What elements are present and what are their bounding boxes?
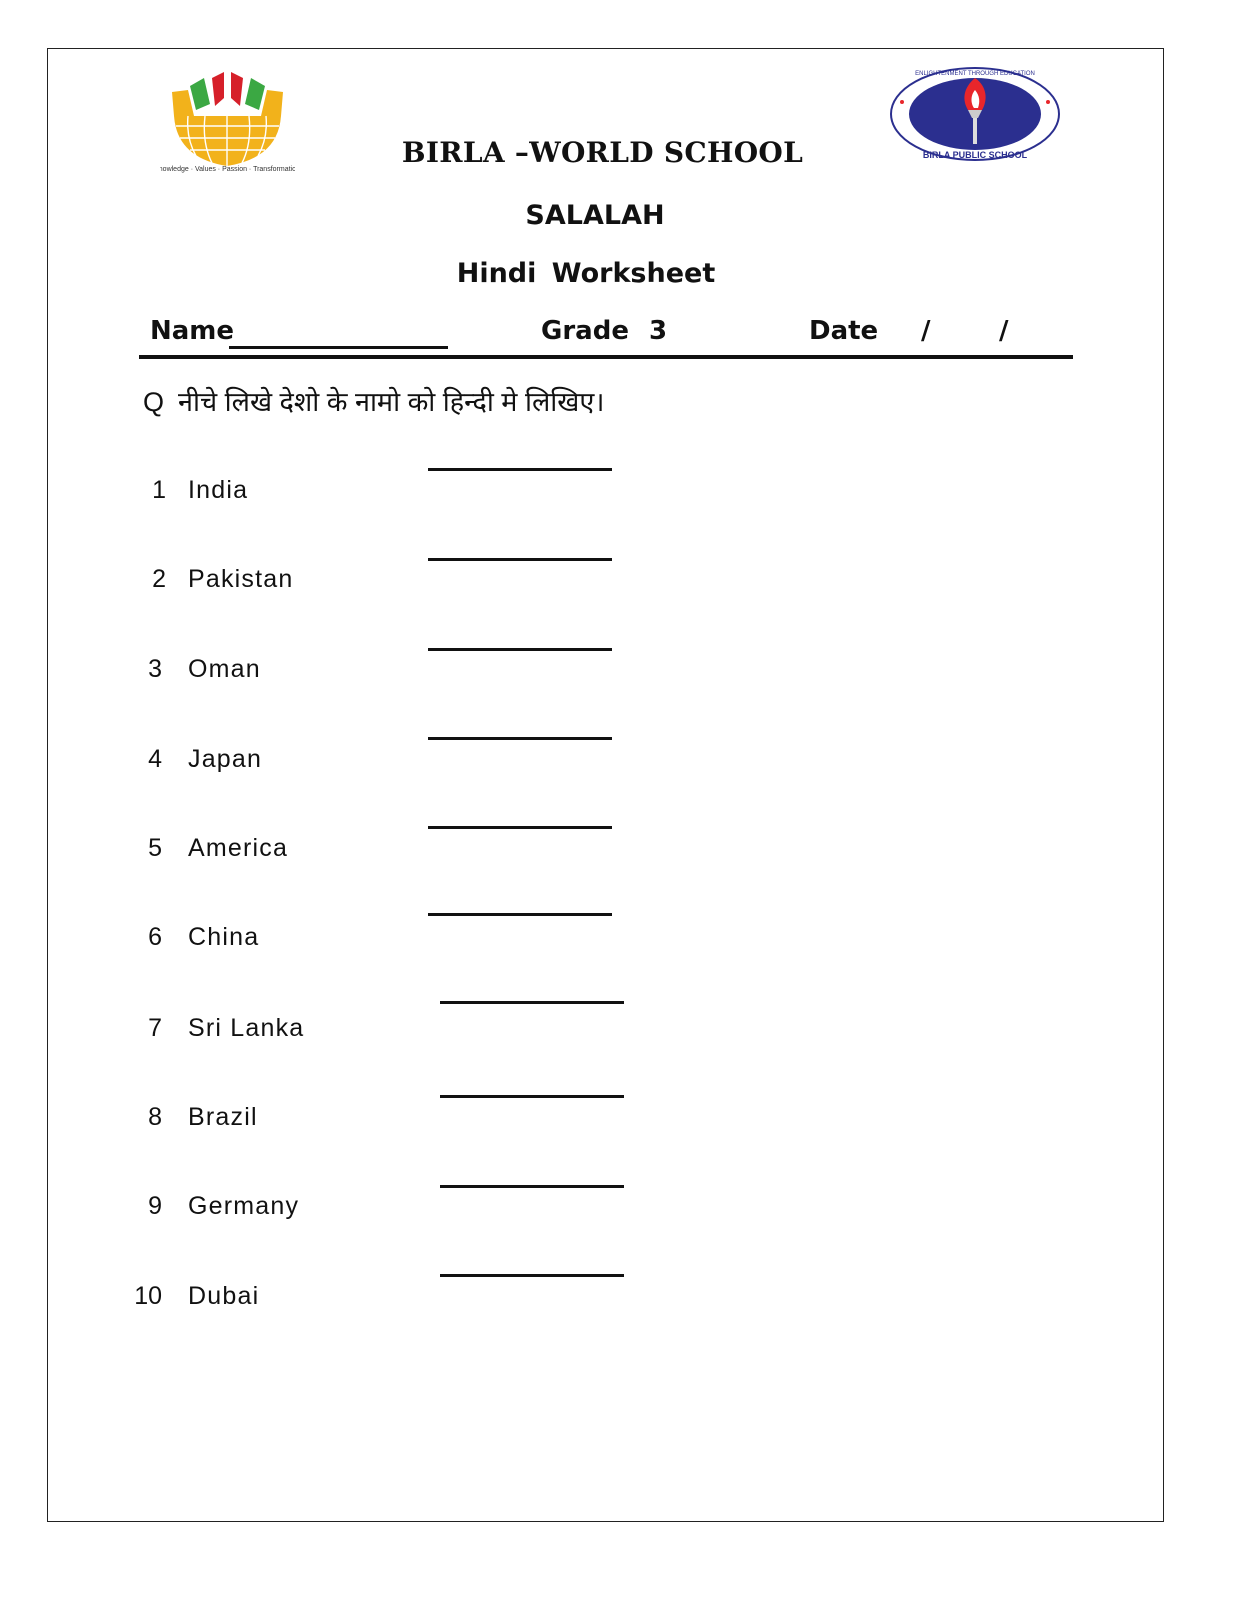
item-number: 6 bbox=[148, 923, 162, 951]
answer-blank[interactable] bbox=[440, 1095, 624, 1098]
school-name: BIRLA –WORLD SCHOOL bbox=[401, 136, 804, 169]
answer-blank[interactable] bbox=[440, 1001, 624, 1004]
item-number: 1 bbox=[152, 476, 166, 504]
svg-text:Knowledge · Values · Passion ·: Knowledge · Values · Passion · Transformation bbox=[160, 166, 295, 173]
item-number: 10 bbox=[134, 1282, 162, 1310]
answer-blank[interactable] bbox=[428, 648, 612, 651]
item-label: India bbox=[188, 476, 249, 504]
grade-value: 3 bbox=[649, 316, 668, 346]
svg-text:ENLIGHTENMENT THROUGH EDUCATIO: ENLIGHTENMENT THROUGH EDUCATION bbox=[915, 71, 1035, 77]
header-divider bbox=[139, 355, 1073, 359]
item-number: 4 bbox=[148, 745, 162, 773]
answer-blank[interactable] bbox=[428, 826, 612, 829]
item-label: Brazil bbox=[188, 1103, 258, 1131]
item-label: Japan bbox=[188, 745, 263, 773]
item-label: Sri Lanka bbox=[188, 1014, 305, 1042]
answer-blank[interactable] bbox=[428, 468, 612, 471]
school-city: SALALAH bbox=[525, 200, 665, 231]
item-number: 2 bbox=[152, 565, 166, 593]
answer-blank[interactable] bbox=[440, 1185, 624, 1188]
item-label: Germany bbox=[188, 1192, 300, 1220]
answer-blank[interactable] bbox=[440, 1274, 624, 1277]
item-label: America bbox=[188, 834, 289, 862]
date-label: Date bbox=[809, 316, 879, 346]
worksheet-title: Hindi Worksheet bbox=[456, 258, 716, 289]
question-text: नीचे लिखे देशो के नामो को हिन्दी मे लिखिए। bbox=[178, 387, 605, 417]
item-label: Oman bbox=[188, 655, 261, 683]
svg-text:BIRLA PUBLIC SCHOOL: BIRLA PUBLIC SCHOOL bbox=[922, 150, 1028, 160]
name-label: Name bbox=[150, 316, 235, 346]
answer-blank[interactable] bbox=[428, 558, 612, 561]
name-field[interactable] bbox=[229, 346, 448, 349]
item-number: 9 bbox=[148, 1192, 162, 1220]
question-instruction bbox=[143, 382, 605, 419]
question-marker: Q bbox=[143, 387, 165, 417]
answer-blank[interactable] bbox=[428, 913, 612, 916]
item-number: 7 bbox=[148, 1014, 162, 1042]
grade-label: Grade bbox=[541, 316, 629, 346]
date-separator-2: / bbox=[999, 316, 1009, 346]
answer-blank[interactable] bbox=[428, 737, 612, 740]
item-label: Pakistan bbox=[188, 565, 294, 593]
date-separator-1: / bbox=[921, 316, 931, 346]
item-number: 8 bbox=[148, 1103, 162, 1131]
item-number: 3 bbox=[148, 655, 162, 683]
item-label: China bbox=[188, 923, 260, 951]
item-label: Dubai bbox=[188, 1282, 260, 1310]
item-number: 5 bbox=[148, 834, 162, 862]
